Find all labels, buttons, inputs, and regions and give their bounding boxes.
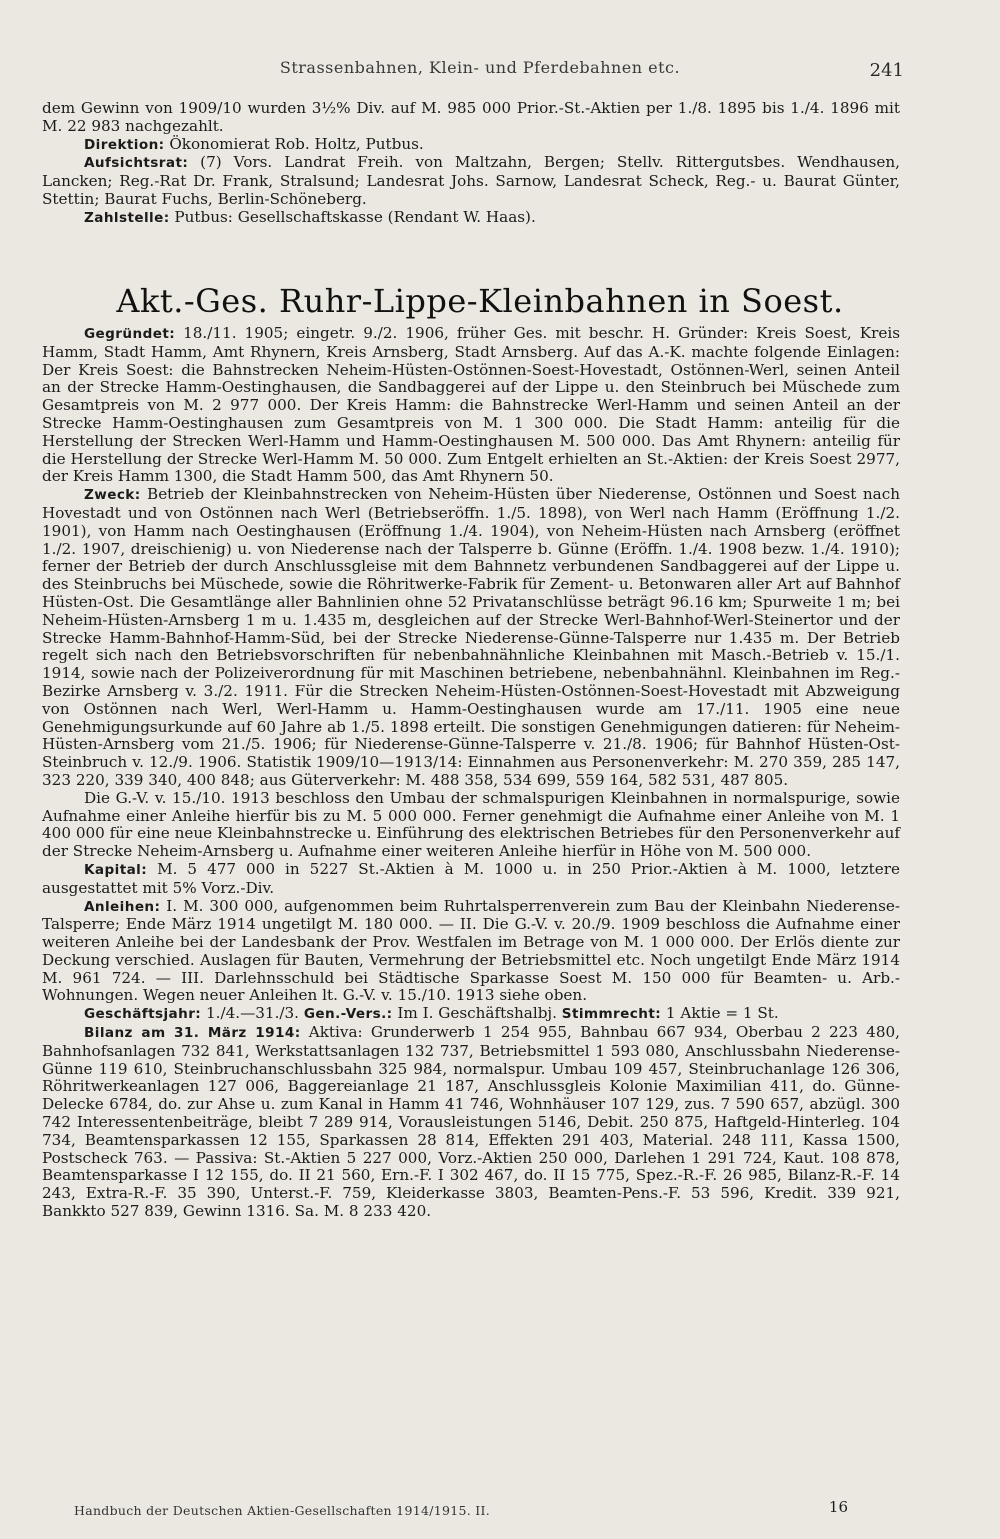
anleihen-text: I. M. 300 000, aufgenommen beim Ruhrtalsperrenverein zum Bau der Kleinbahn Niederense-Talsperre; Ende März 1914 ungetilgt M. 180 000. — II. Die G.-V. v. 20./9. 1909 beschloss die Aufnahme einer weiteren Anleihe bei der Landesbank der Prov. Westfalen im Betrage von M. 1 000 000. Der Erlös diente zur Deckung verschied. Auslagen für Bauten, Vermehrung der Betriebsmittel etc. Noch ungetilgt Ende März 1914 M. 961 724. — III. Darlehnsschuld bei Städtische Sparkasse Soest M. 150 000 für Beamten- u. Arb.-Wohnungen. Wegen neuer Anleihen lt. G.-V. v. 15./10. 1913 siehe oben. [42,896,900,1005]
kapital-label: Kapital: [84,861,148,878]
bilanz-text: Aktiva: Grunderwerb 1 254 955, Bahnbau 667 934, Oberbau 2 223 480, Bahnhofsanlagen 732 841, Werkstattsanlagen 132 737, Betriebsmittel 1 593 080, Anschlussbahn Niederense-Günne 119 610, Steinbruchanschlussbahn 325 984, normalspur. Umbau 109 457, Steinbruchanlage 126 306, Röhritwerkeanlagen 127 006, Baggereianlage 21 187, Anschlussgleis Kolonie Maximilian 411, do. Günne-Delecke 6784, do. zur Ahse u. zum Kanal in Hamm 41 746, Wohnhäuser 107 129, zus. 7 590 657, abzügl. 300 742 Interessentenbeiträge, bleibt 7 289 914, Vorausleistungen 5146, Debit. 250 875, Haftgeld-Hinterleg. 104 734, Beamtensparkassen 12 155, Sparkassen 28 814, Effekten 291 403, Material. 248 111, Kassa 1500, Postscheck 763. — Passiva: St.-Aktien 5 227 000, Vorz.-Aktien 250 000, Darlehen 1 291 724, Kaut. 108 878, Beamtensparkasse I 12 155, do. II 21 560, Ern.-F. I 302 467, do. II 15 775, Spez.-R.-F. 26 985, Bilanz-R.-F. 14 243, Extra-R.-F. 35 390, Unterst.-F. 759, Kleiderkasse 3803, Beamten-Pens.-F. 53 596, Kredit. 339 921, Bankkto 527 839, Gewinn 1316. Sa. M. 8 233 420. [42,1023,900,1221]
anleihen-label: Anleihen: [84,898,161,915]
zahlstelle-label: Zahlstelle: [84,209,170,226]
zweck-text: Betrieb der Kleinbahnstrecken von Neheim-Hüsten über Niederense, Ostönnen und Soest nach Hovestadt und von Ostönnen nach Werl (Betriebseröffn. 1./5. 1898), von Werl nach Hamm (Eröffnung 1./2. 1901), von Hamm nach Oestinghausen (Eröffnung 1./4. 1904), von Neheim-Hüsten nach Arnsberg (eröffnet 1./2. 1907, dreischienig) u. von Niederense nach der Talsperre b. Günne (Eröffn. 1./4. 1908 bezw. 1./4. 1910); ferner der Betrieb der durch Anschlussgleise mit dem Bahnnetz verbundenen Sandbaggerei auf der Lippe u. des Steinbruchs bei Müschede, sowie die Röhritwerke-Fabrik für Zement- u. Betonwaren aller Art auf Bahnhof Hüsten-Ost. Die Gesamtlänge aller Bahnlinien ohne 52 Privatanschlüsse beträgt 96.16 km; Spurweite 1 m; bei Neheim-Hüsten-Arnsberg 1 m u. 1.435 m, desgleichen auf der Strecke Werl-Bahnhof-Werl-Steinertor und der Strecke Hamm-Bahnhof-Hamm-Süd, bei der Strecke Niederense-Günne-Talsperre nur 1.435 m. Der Betrieb regelt sich nach den Betriebsvorschriften für nebenbahnähnliche Kleinbahnen mit Masch.-Betrieb v. 15./1. 1914, sowie nach der Polizeiverordnung für mit Maschinen betriebene, nebenbahnähnl. Kleinbahnen im Reg.-Bezirke Arnsberg v. 3./2. 1911. Für die Strecken Neheim-Hüsten-Ostönnen-Soest-Hovestadt mit Abzweigung von Ostönnen nach Werl, Werl-Hamm u. Hamm-Oestinghausen wurde am 17./11. 1905 eine neue Genehmigungsurkunde auf 60 Jahre ab 1./5. 1898 erteilt. Die sonstigen Genehmigungen datieren: für Neheim-Hüsten-Arnsberg vom 21./5. 1906; für Niederense-Günne-Talsperre v. 21./8. 1906; für Bahnhof Hüsten-Ost-Steinbruch v. 12./9. 1906. Statistik 1909/10—1913/14: Einnahmen aus Personenverkehr: M. 270 359, 285 147, 323 220, 339 340, 400 848; aus Güterverkehr: M. 488 358, 534 699, 559 164, 582 531, 487 805. [42,485,900,789]
geschaeftsjahr-text: 1./4.—31./3. [201,1004,304,1023]
kapital-text: M. 5 477 000 in 5227 St.-Aktien à M. 1000 u. in 250 Prior.-Aktien à M. 1000, letztere ausgestattet mit 5% Vorz.-Div. [42,859,900,897]
direktion-paragraph [42,136,900,155]
aufsichtsrat-label: Aufsichtsrat: [84,155,189,172]
zahlstelle-text: Putbus: Gesellschaftskasse (Rendant W. Haas). [169,207,536,226]
bilanz-label: Bilanz am 31. März 1914: [84,1025,301,1042]
page-footer [74,1500,894,1522]
gegruendet-label: Gegründet: [84,326,176,342]
geschaeftsjahr-paragraph [42,1005,900,1024]
entry-title: Akt.-Ges. Ruhr-Lippe-Kleinbahnen in Soest. [116,282,844,320]
stimmrecht-text: 1 Aktie = 1 St. [661,1004,779,1023]
page-header [0,58,1000,86]
gv-paragraph: Die G.-V. v. 15./10. 1913 beschloss den Umbau der schmalspurigen Kleinbahnen in normalspurige, sowie Aufnahme einer Anleihe hierfür bis zu M. 5 000 000. Ferner genehmigt die Aufnahme einer Anleihe von M. 1 400 000 für eine neue Kleinbahnstrecke u. Einführung des elektrischen Betriebes für den Personenverkehr auf der Strecke Neheim-Arnsberg u. Aufnahme einer weiteren Anleihe hierfür in Höhe von M. 500 000. [42,788,900,861]
running-title: Strassenbahnen, Klein- und Pferdebahnen etc. [279,58,681,77]
direktion-text: Ökonomierat Rob. Holtz, Putbus. [164,134,424,153]
genvers-text: Im I. Geschäftshalbj. [392,1004,562,1023]
page-number: 241 [869,60,904,81]
gegruendet-text: 18./11. 1905; eingetr. 9./2. 1906, früher Ges. mit beschr. H. Gründer: Kreis Soest, Kreis Hamm, Stadt Hamm, Amt Rhynern, Kreis Arnsberg, Stadt Arnsberg. Auf das A.-K. machte folgende Einlagen: Der Kreis Soest: die Bahnstrecken Neheim-Hüsten-Ostönnen-Soest-Hovestadt, Ostönnen-Werl, seinen Anteil an der Strecke Hamm-Oestinghausen, die Sandbaggerei auf der Lippe u. den Steinbruch bei Müschede zum Gesamtpreis von M. 2 977 000. Der Kreis Hamm: die Bahnstrecke Werl-Hamm und seinen Anteil an der Strecke Hamm-Oestinghausen zum Gesamtpreis von M. 1 300 000. Die Stadt Hamm: anteilig für die Herstellung der Strecken Werl-Hamm und Hamm-Oestinghausen M. 500 000. Das Amt Rhynern: anteilig für die Herstellung der Strecke Werl-Hamm M. 50 000. Zum Entgelt erhielten an St.-Aktien: der Kreis Soest 2977, der Kreis Hamm 1300, die Stadt Hamm 500, das Amt Rhynern 50. [42,324,900,486]
kapital-paragraph [42,861,900,898]
previous-entry-tail [42,100,900,228]
signature-mark: 16 [828,1498,848,1516]
company-entry [42,325,900,1221]
zahlstelle-paragraph [42,209,900,228]
gegruendet-paragraph [42,325,900,486]
direktion-label: Direktion: [84,136,165,153]
footer-source: Handbuch der Deutschen Aktien-Gesellschaften 1914/1915. II. [74,1503,491,1518]
stimmrecht-label: Stimmrecht: [561,1006,662,1023]
genvers-label: Gen.-Vers.: [303,1006,393,1023]
geschaeftsjahr-label: Geschäftsjahr: [84,1006,202,1023]
aufsichtsrat-paragraph [42,154,900,208]
zweck-paragraph [42,486,900,790]
zweck-label: Zweck: [84,487,141,504]
bilanz-paragraph [42,1024,900,1221]
anleihen-paragraph [42,898,900,1006]
dividend-note: dem Gewinn von 1909/10 wurden 3½% Div. auf M. 985 000 Prior.-St.-Aktien per 1./8. 1895 bis 1./4. 1896 mit M. 22 983 nachgezahlt. [42,99,900,135]
aufsichtsrat-text: (7) Vors. Landrat Freih. von Maltzahn, Bergen; Stellv. Rittergutsbes. Wendhausen, Lancken; Reg.-Rat Dr. Frank, Stralsund; Landesrat Johs. Sarnow, Landesrat Scheck, Reg.- u. Baurat Günter, Stettin; Baurat Fuchs, Berlin-Schöneberg. [42,153,900,208]
